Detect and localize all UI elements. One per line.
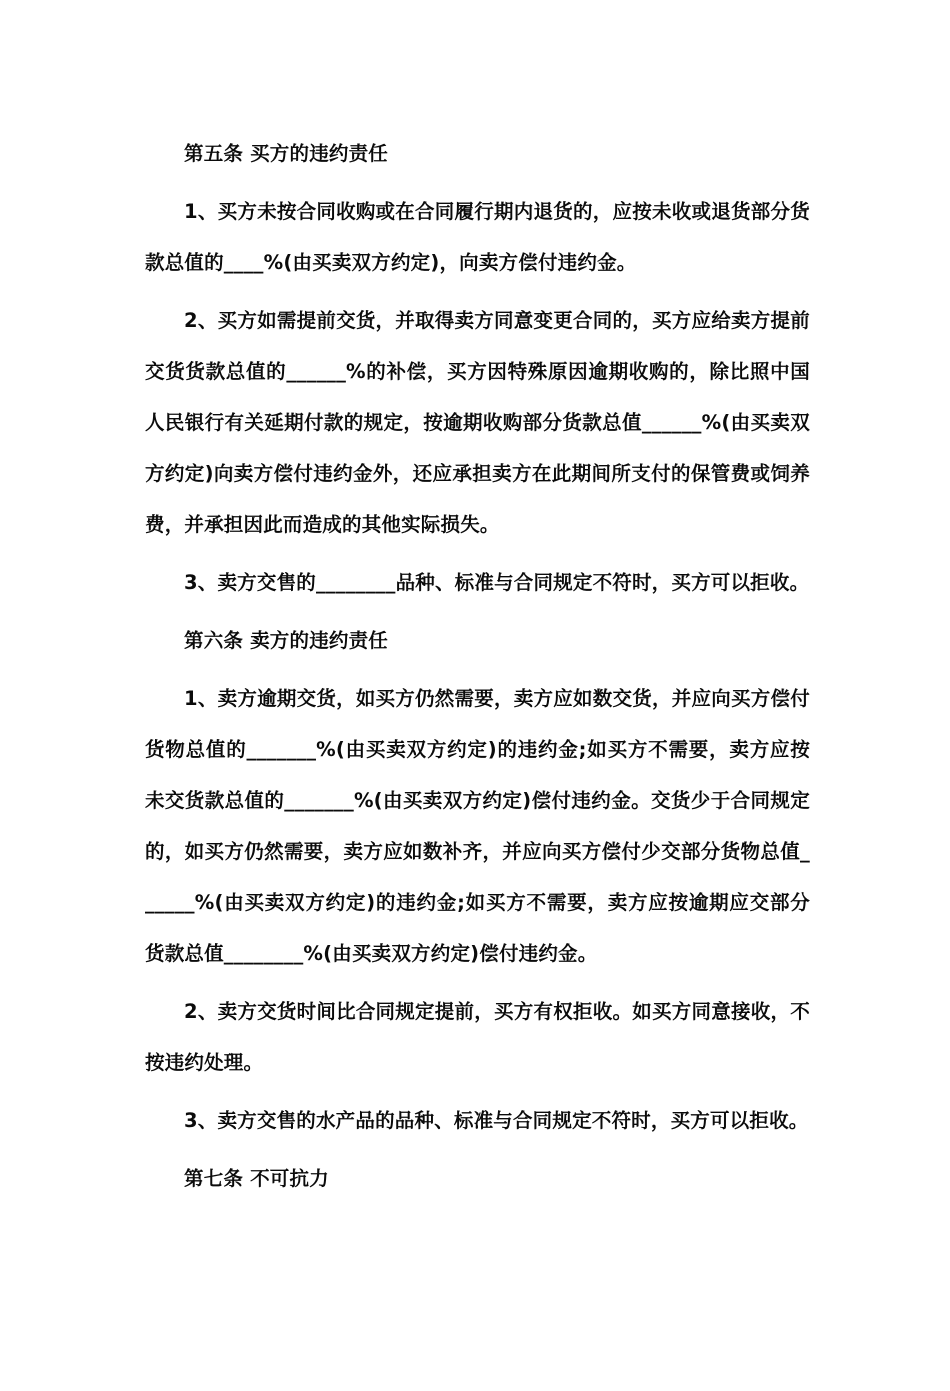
heading-article-5: 第五条 买方的违约责任 [184, 142, 388, 165]
paragraph-article-6-item-3: 3、卖方交售的水产品的品种、标准与合同规定不符时，买方可以拒收。 [184, 1109, 809, 1132]
paragraph-article-5-item-2: 2、买方如需提前交货，并取得卖方同意变更合同的，买方应给卖方提前交货货款总值的______%的补偿，买方因特殊原因逾期收购的，除比照中国人民银行有关延期付款的规定，按逾期收购部分货款总值______%(由买卖双方约定)向卖方偿付违约金外，还应承担卖方在此期间所支付的保管费或饲养费，并承担因此而造成的其他实际损失。 [145, 309, 810, 536]
document-body [145, 128, 810, 1391]
paragraph-article-6-item-1: 1、卖方逾期交货，如买方仍然需要，卖方应如数交货，并应向买方偿付货物总值的_______%(由买卖双方约定)的违约金;如买方不需要，卖方应按未交货款总值的_______%(由买卖双方约定)偿付违约金。交货少于合同规定的，如买方仍然需要，卖方应如数补齐，并应向买方偿付少交部分货物总值______%(由买卖双方约定)的违约金;如买方不需要，卖方应按逾期应交部分货款总值________%(由买卖双方约定)偿付违约金。 [145, 687, 810, 965]
paragraph-article-6-item-2: 2、卖方交货时间比合同规定提前，买方有权拒收。如买方同意接收，不按违约处理。 [145, 1000, 810, 1074]
paragraph-article-5-item-1: 1、买方未按合同收购或在合同履行期内退货的，应按未收或退货部分货款总值的____%(由买卖双方约定)，向卖方偿付违约金。 [145, 200, 810, 274]
heading-article-6: 第六条 卖方的违约责任 [184, 629, 388, 652]
page-bottom-whitespace [145, 1211, 810, 1391]
heading-article-7: 第七条 不可抗力 [184, 1167, 329, 1190]
paragraph-article-5-item-3: 3、卖方交售的________品种、标准与合同规定不符时，买方可以拒收。 [184, 571, 810, 594]
